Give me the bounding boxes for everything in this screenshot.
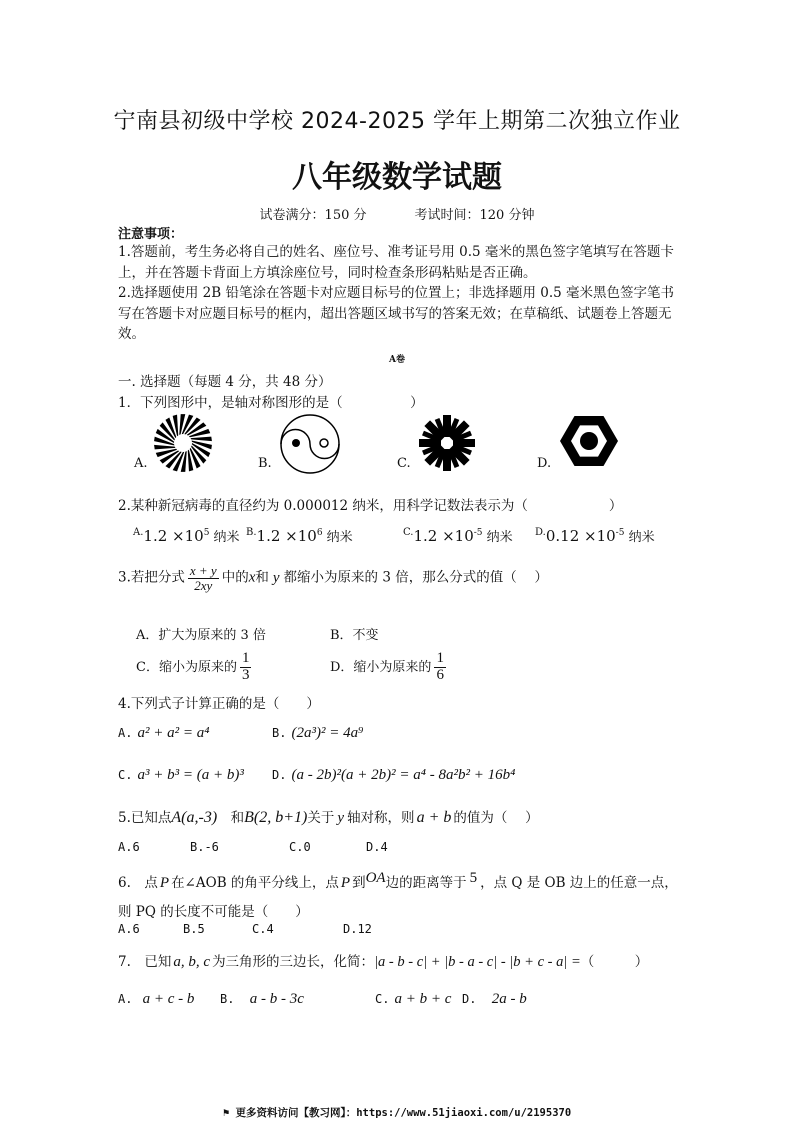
q5-stem: 5.已知点A(a,-3) 和B(2, b+1)关于 y 轴对称，则 a + b 的值为（ ） xyxy=(118,809,539,826)
full-score: 试卷满分：150 分 xyxy=(259,208,367,223)
q4-option-d: D. (a - 2b)²(a + 2b)² = a⁴ - 8a²b² + 16b⁴ xyxy=(272,767,516,783)
q2-option-a: $^{A.}1.2 \times 10^5$ 纳米 xyxy=(133,527,240,545)
note-item-2: 2.选择题使用 2B 铅笔涂在答题卡对应题目标号的位置上；非选择题用 0.5 毫米黑色签字笔书写在答题卡对应题目标号的框内，超出答题区域书写的答案无效；在草稿纸、试题卷上答题无效。 xyxy=(118,285,675,342)
fan-blade xyxy=(154,445,175,450)
q2-option-c: $^{C.}1.2 \times 10^{-5}$ 纳米 xyxy=(403,527,513,545)
section-juan: A卷 xyxy=(389,355,405,365)
q3-option-b: B．不变 xyxy=(330,628,379,643)
q3-option-c: C．缩小为原来的 $\frac{1}{3}$ xyxy=(136,650,250,683)
q1-stem: 1．下列图形中，是轴对称图形的是（ ） xyxy=(118,395,424,411)
q7-option-c: C. a + b + c xyxy=(375,991,452,1007)
q7-option-b: B. a - b - 3c xyxy=(220,991,304,1007)
q4-option-c: C. a³ + b³ = (a + b)³ xyxy=(118,767,244,783)
q6-option-b: B.5 xyxy=(183,922,205,936)
q3-option-a: A．扩大为原来的 3 倍 xyxy=(136,628,266,643)
q5-option-d: D.4 xyxy=(366,840,388,854)
exam-time: 考试时间：120 分钟 xyxy=(414,208,535,223)
q5-option-c: C.0 xyxy=(289,840,311,854)
q5-option-a: A.6 xyxy=(118,840,140,854)
q1-figure-d-hexagon xyxy=(558,412,620,470)
q6-stem-line2: 则 PQ 的长度不可能是（ ） xyxy=(118,904,309,920)
q1-opt-c-label: C. xyxy=(397,456,411,471)
q2-option-d: $^{D.}0.12 \times 10^{-5}$ 纳米 xyxy=(535,527,655,545)
exam-meta xyxy=(0,204,794,223)
flag-icon: ⚑ xyxy=(222,1107,230,1119)
note-item-1: 1.答题前，考生务必将自己的姓名、座位号、准考证号用 0.5 毫米的黑色签字笔填写在答题卡上，并在答题卡背面上方填涂座位号，同时检查条形码粘贴是否正确。 xyxy=(118,244,674,281)
q5-option-b: B.-6 xyxy=(190,840,219,854)
school-line: 宁南县初级中学校 2024-2025 学年上期第二次独立作业 xyxy=(113,109,681,134)
exam-title: 八年级数学试题 xyxy=(292,160,502,195)
q2-option-b: $^{B.}1.2 \times 10^6$ 纳米 xyxy=(246,527,353,545)
q3-option-d: D．缩小为原来的 $\frac{1}{6}$ xyxy=(330,650,444,683)
q6-option-d: D.12 xyxy=(343,922,372,936)
q7-option-d: D. 2a - b xyxy=(462,991,527,1007)
q7-stem: 7. 已知 a, b, c 为三角形的三边长，化简：|a - b - c| + |b - a - c| - |b + c - a| =（ ） xyxy=(118,954,649,970)
notes-heading: 注意事项： xyxy=(118,227,184,242)
q4-stem: 4.下列式子计算正确的是（ ） xyxy=(118,696,320,712)
q6-stem: 6. 点 P 在∠AOB 的角平分线上，点 P 到OA边的距离等于 5 ，点 Q 是 OB 边上的任意一点， xyxy=(118,870,678,891)
q7-option-a: A. a + c - b xyxy=(118,991,195,1007)
q4-option-b: B. (2a³)² = 4a⁹ xyxy=(272,725,364,741)
q2-stem: 2.某种新冠病毒的直径约为 0.000012 纳米，用科学记数法表示为（ ） xyxy=(118,498,623,514)
q6-option-a: A.6 xyxy=(118,922,140,936)
q4-option-a: A. a² + a² = a⁴ xyxy=(118,725,210,741)
notes-body xyxy=(118,242,683,345)
q3-stem: 3.若把分式 $\frac{x + y}{2xy}$ 中的x和 y 都缩小为原来的 3 倍，那么分式的值（ ） xyxy=(118,563,549,593)
q1-figure-b-yinyang xyxy=(278,412,342,476)
q3-fraction: $\frac{x + y}{2xy}$ xyxy=(189,563,217,593)
section-title: 一. 选择题（每题 4 分，共 48 分） xyxy=(118,374,332,390)
q1-opt-d-label: D. xyxy=(537,456,552,471)
q1-figure-c xyxy=(418,414,476,472)
q1-figure-a xyxy=(152,412,214,474)
q6-option-c: C.4 xyxy=(252,922,274,936)
q1-opt-a-label: A. xyxy=(134,456,148,471)
q1-opt-b-label: B. xyxy=(258,456,272,471)
footer-link[interactable]: ⚑ 更多资料访问【教习网】：https://www.51jiaoxi.com/u/2195370 xyxy=(222,1107,572,1119)
fan-blade xyxy=(191,437,212,442)
